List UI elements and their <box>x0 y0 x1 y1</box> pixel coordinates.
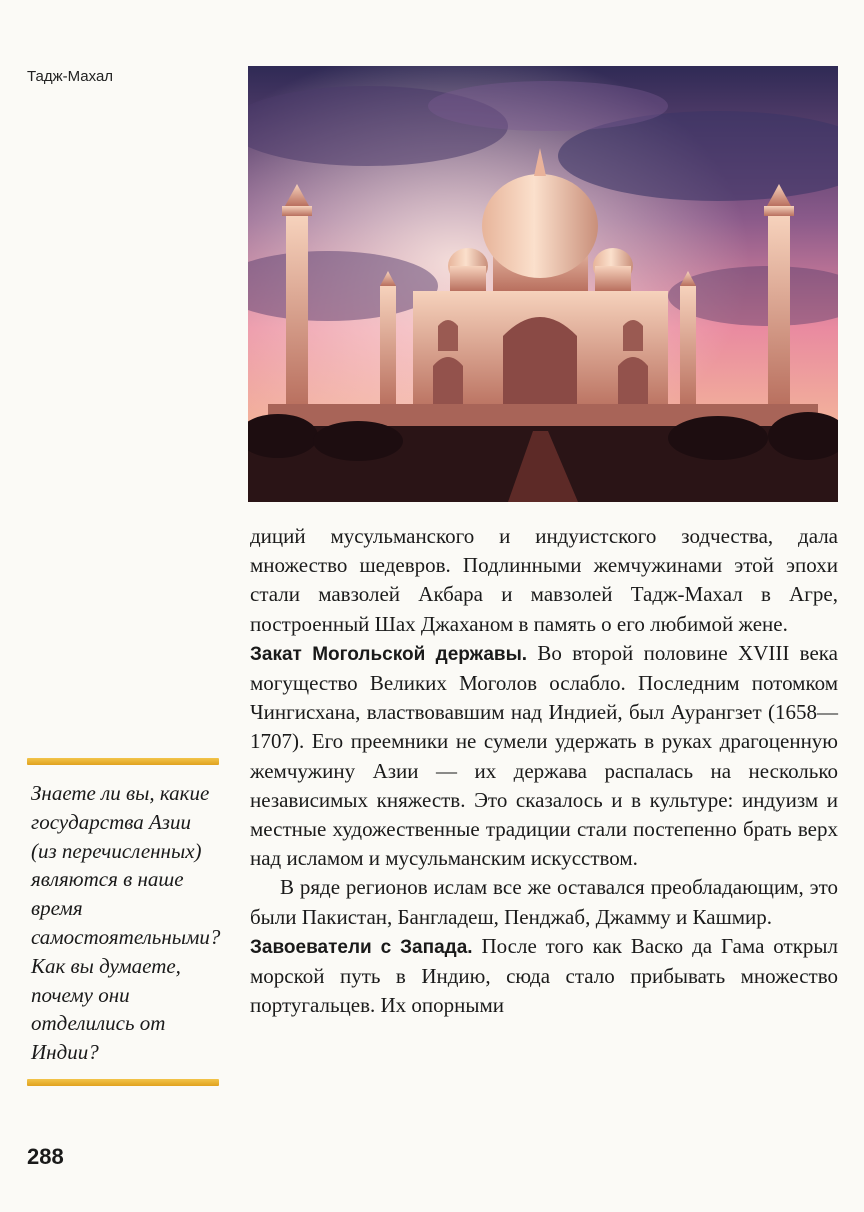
sidebar-top-stripe <box>27 758 219 765</box>
paragraph-4 <box>250 932 838 1021</box>
sidebar-question-box <box>27 758 219 1086</box>
main-text <box>250 522 838 1020</box>
photo-caption: Тадж-Махал <box>27 68 114 85</box>
paragraph-2 <box>250 639 838 874</box>
taj-mahal-photo <box>248 66 838 502</box>
page-number: 288 <box>27 1144 64 1169</box>
paragraph-4-text: После того как Васко да Гама открыл морской путь в Индию, сюда стало прибывать множество португальцев. Их опорными <box>250 933 838 1018</box>
paragraph-3: В ряде регионов ислам все же оставался преобладающим, это были Пакистан, Бангладеш, Пенджаб, Джамму и Кашмир. <box>250 875 838 929</box>
section-heading-decline: Закат Могольской державы. <box>250 643 528 665</box>
sidebar-question: Знаете ли вы, какие государства Азии (из перечисленных) являются в наше время самостоятельными? Как вы думаете, почему они отделились от Индии? <box>31 781 221 1065</box>
section-heading-conquerors: Завоеватели с Запада. <box>250 936 473 958</box>
sidebar-bottom-stripe <box>27 1079 219 1086</box>
paragraph-2-text: Во второй половине XVIII века могущество Великих Моголов ослабло. Последним потомком Чингисхана, властвовавшим над Индией, был Аурангзет (1658—1707). Его преемники не сумели удержать в руках драгоценную жемчужину Азии — их держава распалась на несколько независимых княжеств. Это сказалось и в культуре: индуизм и местные художественные традиции стали постепенно брать верх над исламом и мусульманским искусством. <box>250 640 839 871</box>
paragraph-1: диций мусульманского и индуистского зодчества, дала множество шедевров. Подлинными жемчужинами этой эпохи стали мавзолей Акбара и мавзолей Тадж-Махал в Агре, построенный Шах Джаханом в память о его любимой жене. <box>250 524 838 636</box>
